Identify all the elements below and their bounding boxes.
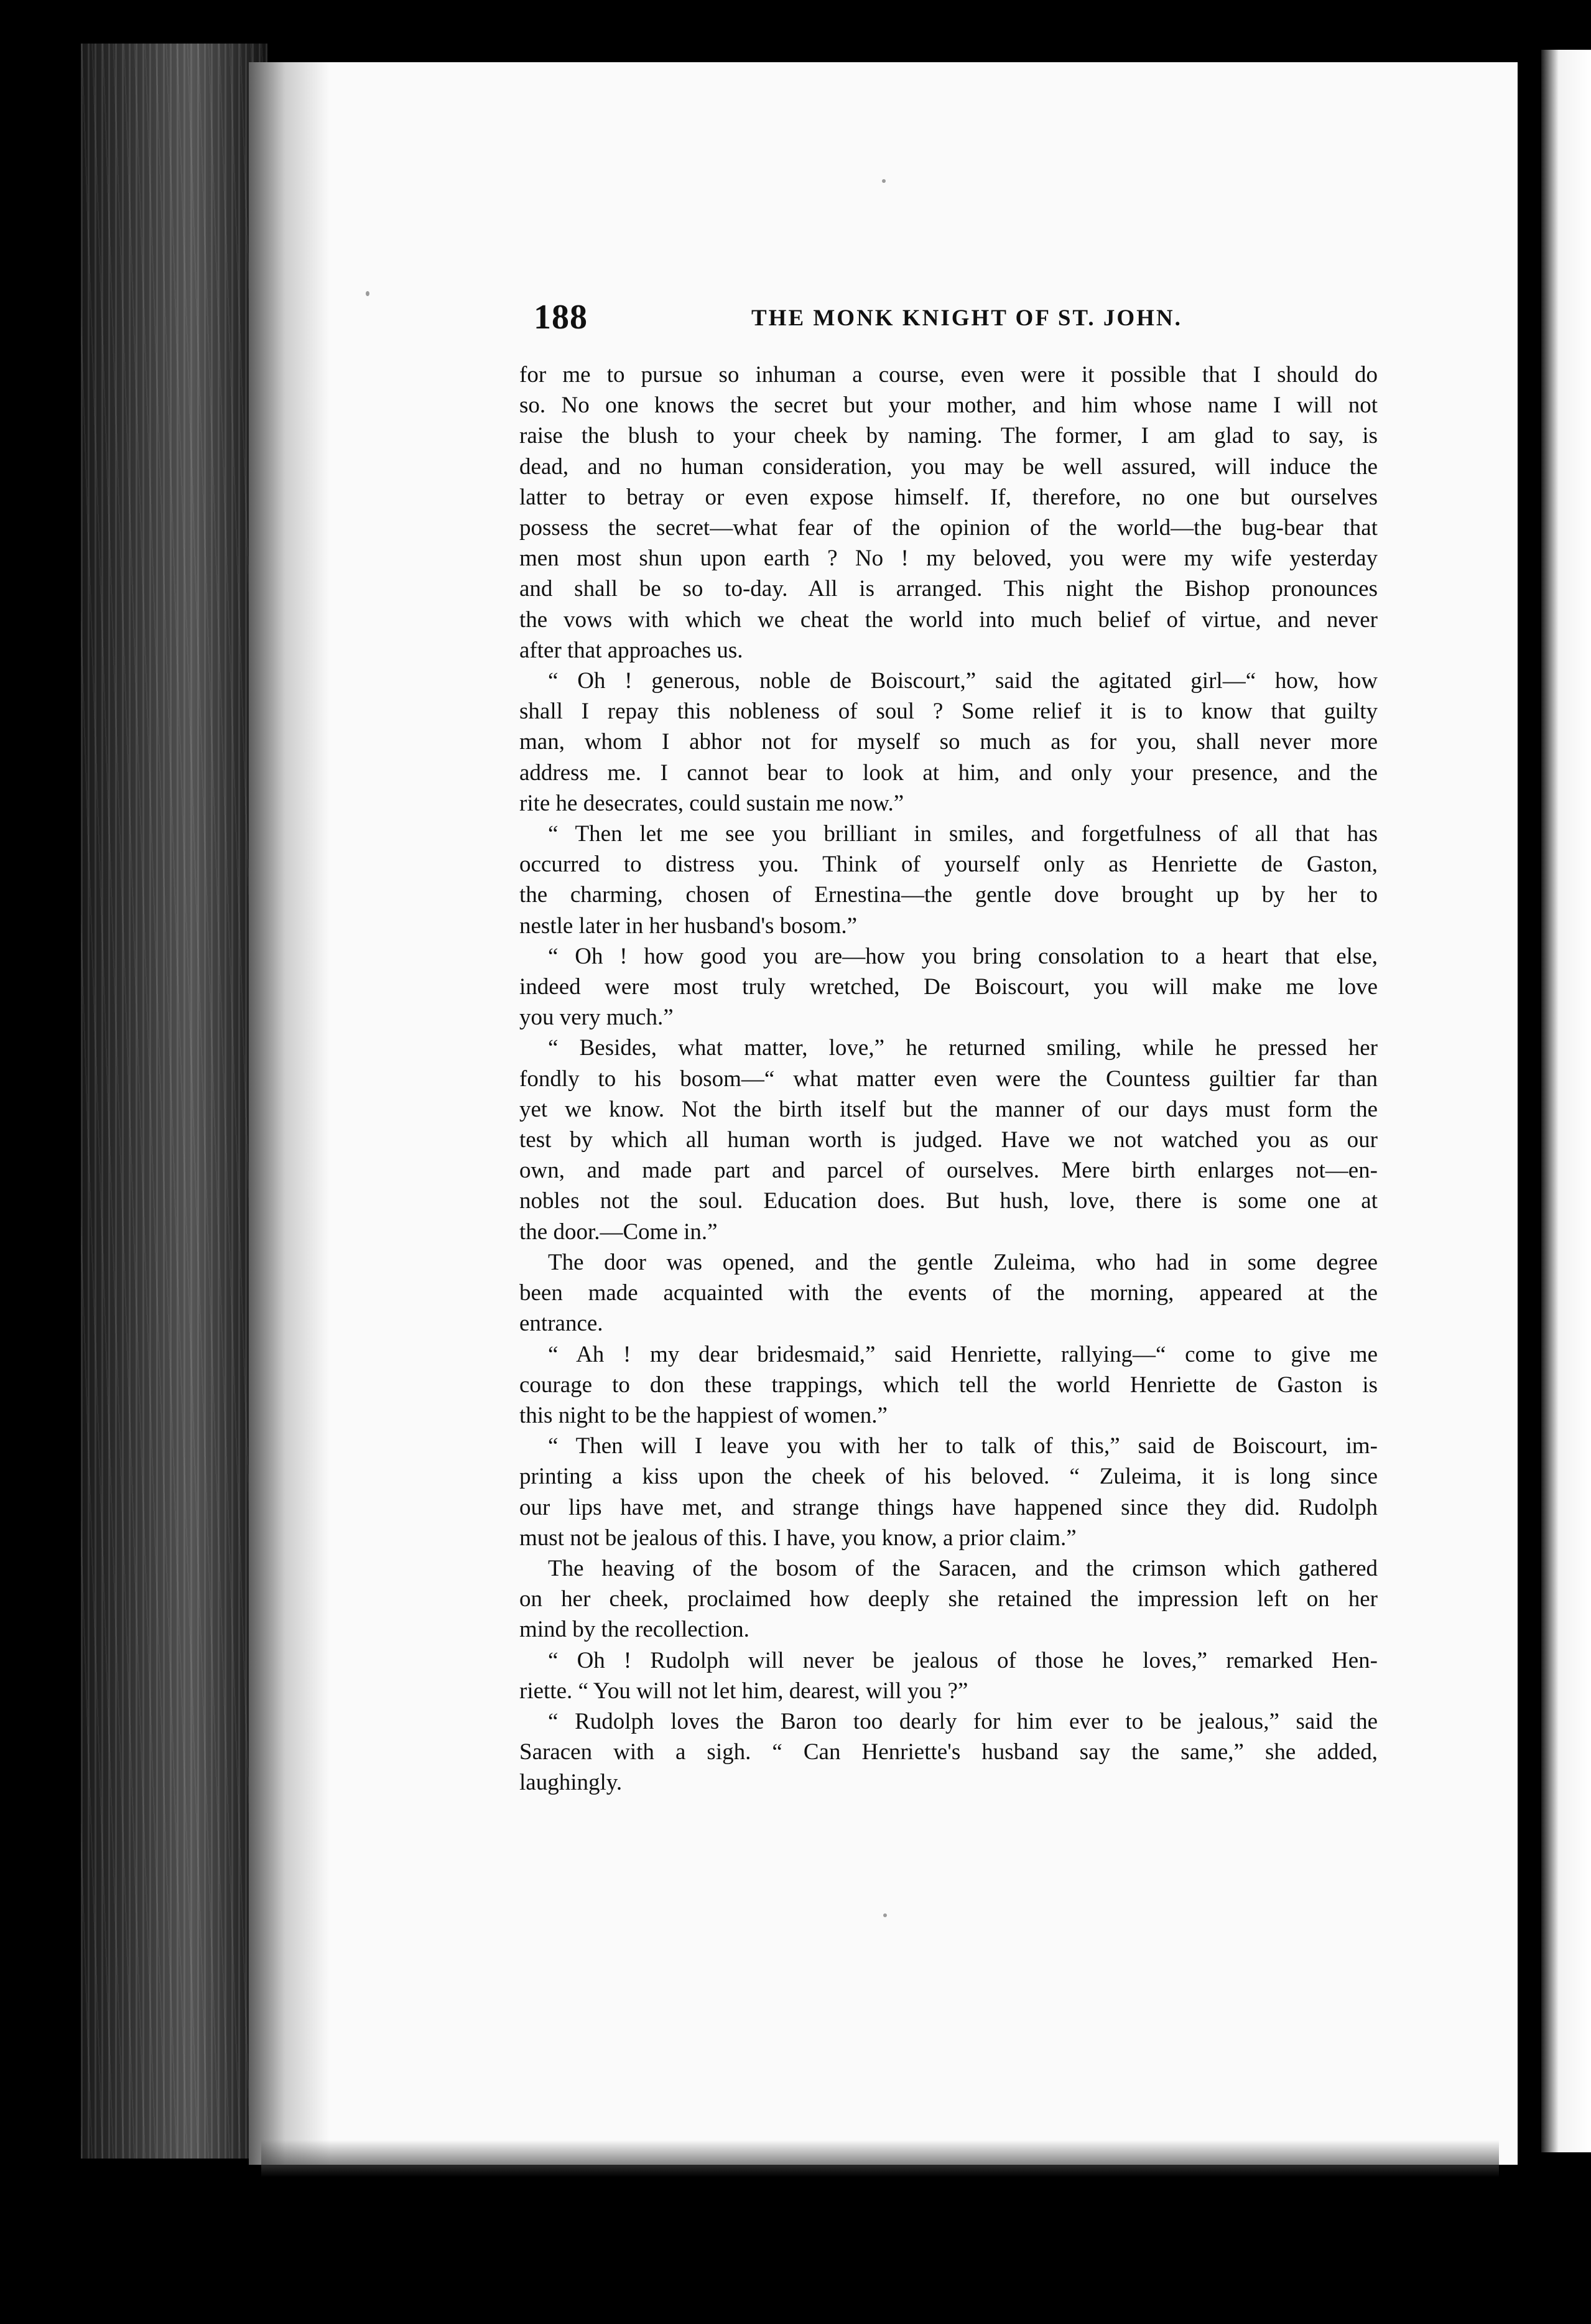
text-line: courage to don these trappings, which tell the world Henriette de Gaston is (519, 1372, 1378, 1398)
text-line: “ Oh ! how good you are—how you bring consolation to a heart that else, (548, 943, 1378, 969)
text-line: must not be jealous of this. I have, you know, a prior claim.” (519, 1525, 1077, 1551)
ink-speck (366, 291, 369, 296)
ink-speck (882, 179, 886, 183)
paragraph (519, 1033, 1378, 1247)
text-line: entrance. (519, 1311, 603, 1337)
text-line: riette. “ You will not let him, dearest, will you ?” (519, 1678, 968, 1704)
text-line: “ Oh ! Rudolph will never be jealous of those he loves,” remarked Hen- (548, 1647, 1378, 1673)
text-line: nobles not the soul. Education does. But hush, love, there is some one at (519, 1188, 1378, 1214)
text-line: the door.—Come in.” (519, 1219, 718, 1245)
paragraph (519, 819, 1378, 941)
text-line: possess the secret—what fear of the opinion of the world—the bug-bear that (519, 515, 1378, 541)
text-line: “ Then will I leave you with her to talk of this,” said de Boiscourt, im- (548, 1433, 1378, 1459)
text-line: latter to betray or even expose himself. If, therefore, no one but ourselves (519, 484, 1378, 510)
book-binding-edge (81, 44, 267, 2159)
text-line: The heaving of the bosom of the Saracen, and the crimson which gathered (548, 1555, 1378, 1581)
paragraph (519, 941, 1378, 1033)
text-line: “ Rudolph loves the Baron too dearly for him ever to be jealous,” said the (548, 1708, 1378, 1734)
paragraph (519, 1247, 1378, 1339)
text-line: you very much.” (519, 1005, 674, 1031)
paragraph (519, 1339, 1378, 1431)
adjacent-page-edge (1541, 50, 1591, 2152)
running-title: THE MONK KNIGHT OF ST. JOHN. (751, 305, 1182, 331)
paragraph (519, 1431, 1378, 1553)
text-line: “ Besides, what matter, love,” he returned smiling, while he pressed her (548, 1035, 1378, 1061)
page-bottom-shadow (261, 2140, 1499, 2177)
text-line: so. No one knows the secret but your mother, and him whose name I will not (519, 393, 1378, 419)
text-line: for me to pursue so inhuman a course, even were it possible that I should do (519, 362, 1378, 388)
text-line: the charming, chosen of Ernestina—the gentle dove brought up by her to (519, 882, 1378, 908)
text-line: man, whom I abhor not for myself so much as for you, shall never more (519, 729, 1378, 755)
text-line: dead, and no human consideration, you may be well assured, will induce the (519, 453, 1378, 480)
text-line: been made acquainted with the events of the morning, appeared at the (519, 1280, 1378, 1306)
text-line: address me. I cannot bear to look at him, and only your presence, and the (519, 760, 1378, 786)
text-line: on her cheek, proclaimed how deeply she retained the impression left on her (519, 1586, 1378, 1612)
paragraph (519, 1553, 1378, 1645)
text-line: fondly to his bosom—“ what matter even were the Countess guiltier far than (519, 1066, 1378, 1092)
text-line: this night to be the happiest of women.” (519, 1402, 888, 1428)
text-line: “ Oh ! generous, noble de Boiscourt,” said the agitated girl—“ how, how (548, 668, 1378, 694)
text-line: shall I repay this nobleness of soul ? Some relief it is to know that guilty (519, 699, 1378, 725)
text-line: and shall be so to-day. All is arranged. This night the Bishop pronounces (519, 576, 1378, 602)
text-line: printing a kiss upon the cheek of his beloved. “ Zuleima, it is long since (519, 1464, 1378, 1490)
text-line: our lips have met, and strange things have happened since they did. Rudolph (519, 1494, 1378, 1520)
text-line: the vows with which we cheat the world into much belief of virtue, and never (519, 607, 1378, 633)
page-header (534, 297, 1386, 341)
text-line: laughingly. (519, 1770, 623, 1796)
text-line: Saracen with a sigh. “ Can Henriette's husband say the same,” she added, (519, 1739, 1378, 1765)
text-line: mind by the recollection. (519, 1617, 749, 1643)
text-line: own, and made part and parcel of ourselves. Mere birth enlarges not—en- (519, 1158, 1378, 1184)
text-line: test by which all human worth is judged. Have we not watched you as our (519, 1127, 1378, 1153)
text-line: “ Ah ! my dear bridesmaid,” said Henriette, rallying—“ come to give me (548, 1341, 1378, 1367)
paragraph (519, 360, 1378, 666)
text-line: men most shun upon earth ? No ! my beloved, you were my wife yesterday (519, 546, 1378, 572)
text-line: “ Then let me see you brilliant in smiles, and forgetfulness of all that has (548, 821, 1378, 847)
text-line: indeed were most truly wretched, De Boiscourt, you will make me love (519, 974, 1378, 1000)
text-line: raise the blush to your cheek by naming. The former, I am glad to say, is (519, 423, 1378, 449)
paragraph (519, 1706, 1378, 1798)
page-body-text (519, 360, 1378, 1798)
paragraph (519, 666, 1378, 819)
text-line: occurred to distress you. Think of yourself only as Henriette de Gaston, (519, 852, 1378, 878)
ink-speck (883, 1913, 887, 1917)
text-line: nestle later in her husband's bosom.” (519, 913, 858, 939)
text-line: The door was opened, and the gentle Zuleima, who had in some degree (548, 1249, 1378, 1275)
text-line: after that approaches us. (519, 637, 743, 663)
paragraph (519, 1645, 1378, 1706)
text-line: yet we know. Not the birth itself but the manner of our days must form the (519, 1096, 1378, 1122)
text-line: rite he desecrates, could sustain me now.” (519, 790, 904, 816)
gutter-shadow (249, 62, 330, 2165)
page-number: 188 (534, 298, 588, 337)
